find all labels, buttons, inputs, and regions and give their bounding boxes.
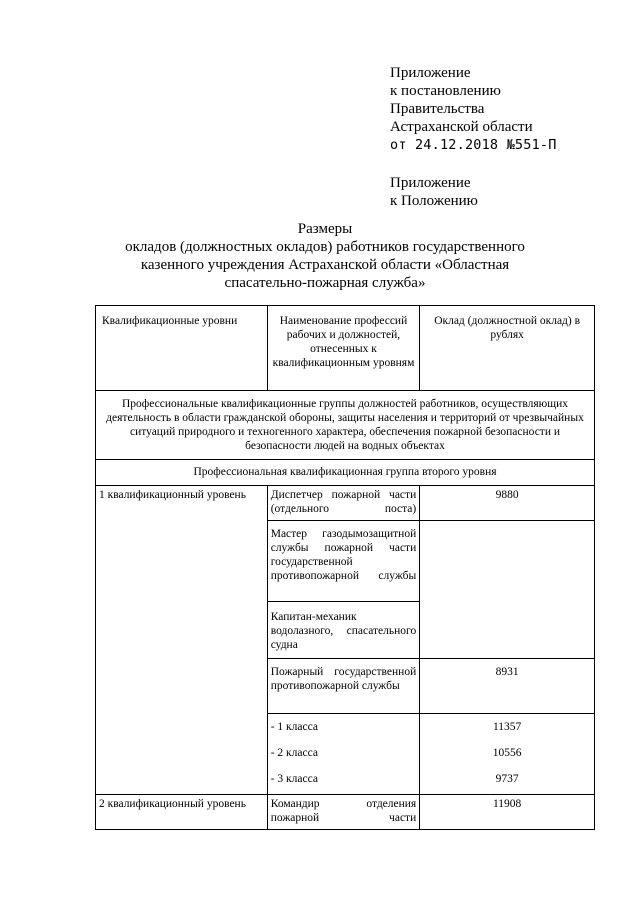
job-cell: - 1 класса [267,714,420,743]
job-cell: Командир отделения пожарной части [267,795,420,830]
annex-date: от 24.12.2018 №551-П [390,137,557,153]
annex-line: Приложение [390,65,471,81]
section-cell: Профессиональные квалификационные группы должностей работников, осуществляющих деятельность в области гражданской обороны, защиты населения и территорий от чрезвычайных ситуаций природного и техногенного характера, обеспечения пожарной безопасности и безопасности людей на водных объектах [96,391,595,460]
annex-block [390,64,557,210]
salary-cell: 9880 [420,486,595,521]
level-cell: 1 квалификационный уровень [96,486,268,795]
annex-line: Приложение [390,175,471,191]
job-cell: - 3 класса [267,768,420,795]
header-cell: Наименование профессий рабочих и должностей, отнесенных к квалификационным уровням [267,306,420,391]
title-line: казенного учреждения Астраханской области «Областная [140,257,510,273]
table-header-row [96,306,595,391]
level-cell: 2 квалификационный уровень [96,795,268,830]
salary-cell [420,521,595,659]
job-cell: Пожарный государственной противопожарной службы [267,659,420,714]
job-cell: - 2 класса [267,742,420,768]
title-line: спасательно-пожарная служба» [224,275,426,291]
annex-line: Астраханской области [390,119,533,135]
job-cell: Капитан-механик водолазного, спасательного судна [267,602,420,659]
section-row [96,391,595,460]
annex-line: к Положению [390,193,478,209]
annex-line: к постановлению [390,83,501,99]
salary-table [95,305,595,830]
salary-cell: 11357 [420,714,595,743]
table-row [96,486,595,521]
job-cell: Диспетчер пожарной части (отдельного поста) [267,486,420,521]
title-line: Размеры [297,221,353,237]
group-cell: Профессиональная квалификационная группа второго уровня [96,460,595,486]
salary-cell: 9737 [420,768,595,795]
salary-cell: 8931 [420,659,595,714]
document-title [110,220,540,292]
group-row [96,460,595,486]
salary-cell: 10556 [420,742,595,768]
table-row [96,795,595,830]
header-cell: Оклад (должностной оклад) в рублях [420,306,595,391]
title-line: окладов (должностных окладов) работников государственного [125,239,525,255]
annex-line: Правительства [390,101,485,117]
job-cell: Мастер газодымозащитной службы пожарной части государственной противопожарной службы [267,521,420,602]
header-cell: Квалификационные уровни [96,306,268,391]
salary-cell: 11908 [420,795,595,830]
